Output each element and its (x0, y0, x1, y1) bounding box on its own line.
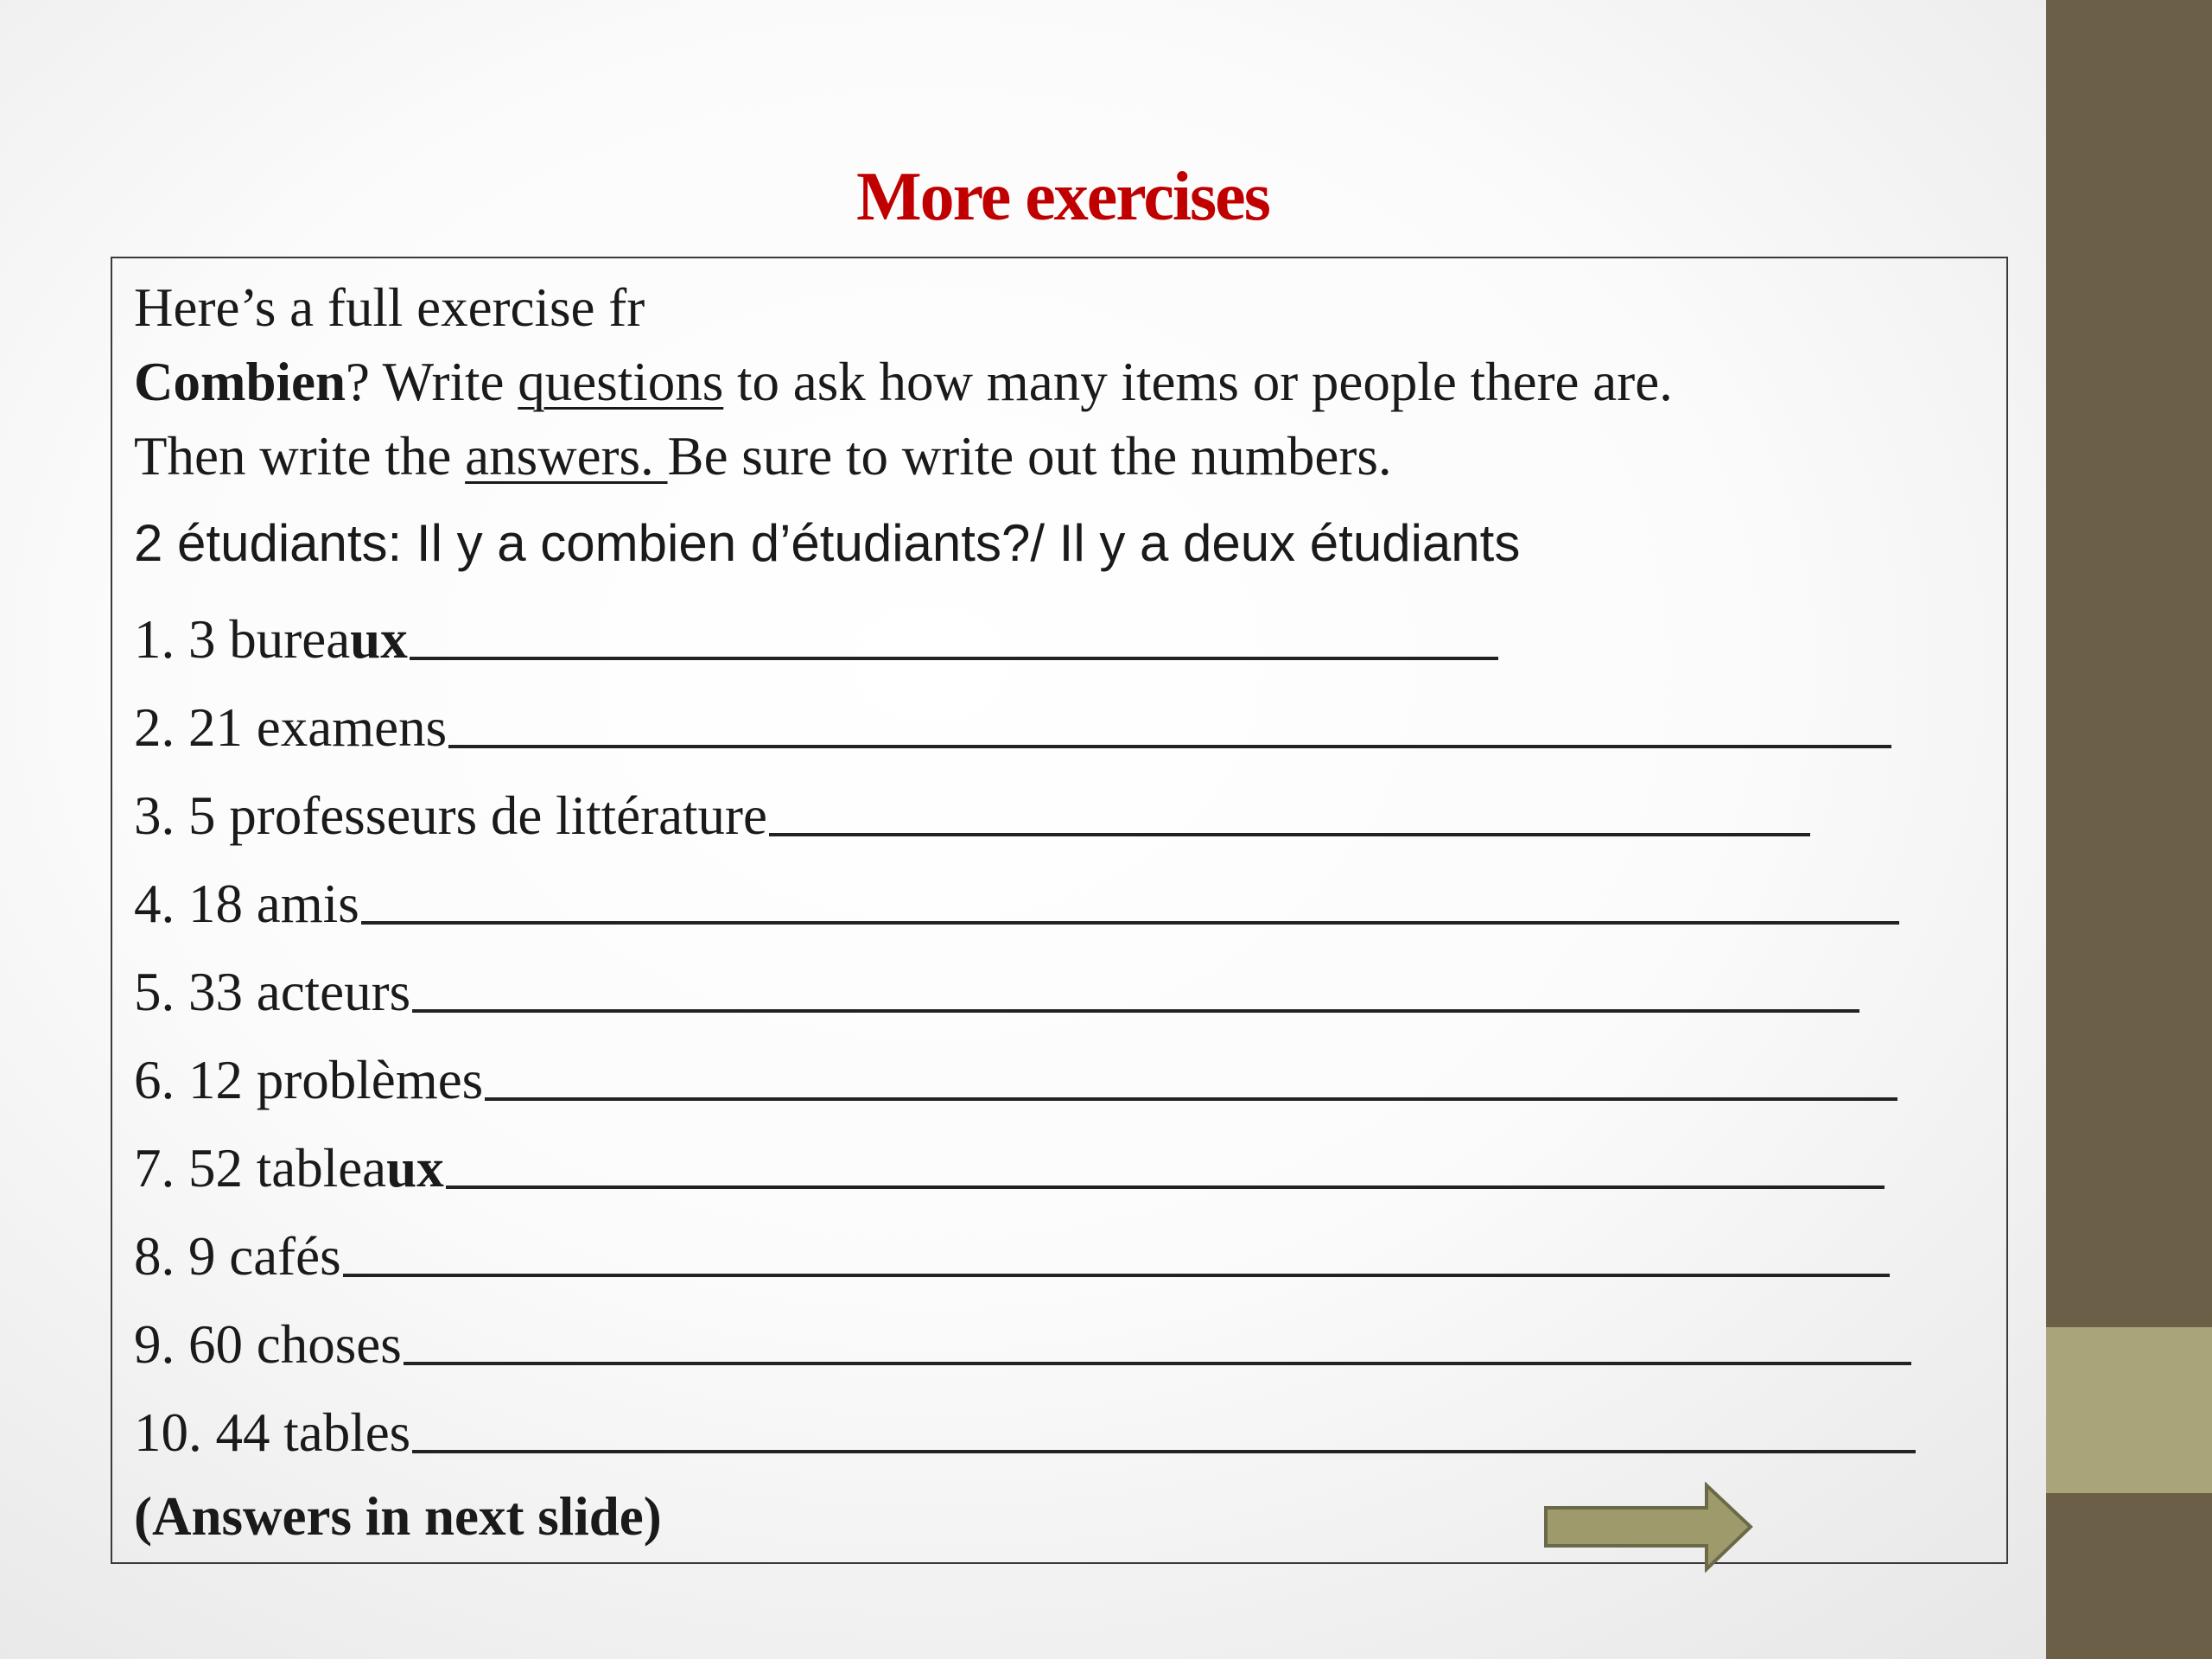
exercise-item-text: 9. 60 choses (134, 1314, 402, 1375)
exercise-item (134, 1037, 1897, 1115)
intro-text-2b: to ask how many items or people there are. (723, 352, 1673, 412)
intro-text-3b: Be sure to write out the numbers. (667, 426, 1392, 486)
exercise-item-label (134, 1222, 341, 1291)
answer-blank-line[interactable] (343, 1274, 1890, 1277)
answer-blank-line[interactable] (412, 1450, 1916, 1453)
answer-blank-line[interactable] (410, 657, 1498, 660)
answer-blank-line[interactable] (448, 745, 1891, 748)
side-decor-accent (2046, 1327, 2212, 1493)
answer-blank-line[interactable] (412, 1009, 1859, 1013)
answer-blank-line[interactable] (485, 1097, 1897, 1101)
exercise-item-label (134, 693, 447, 762)
answer-blank-line[interactable] (404, 1362, 1911, 1365)
exercise-item (134, 861, 1899, 938)
keyword-combien: Combien (134, 352, 346, 412)
exercise-item-text: 6. 12 problèmes (134, 1050, 484, 1110)
exercise-item-label (134, 781, 767, 850)
intro-text-2a: ? Write (346, 352, 518, 412)
exercise-item (134, 1125, 1885, 1203)
exercise-item-label (134, 1046, 483, 1115)
answer-blank-line[interactable] (361, 921, 1899, 925)
exercise-item-text: 10. 44 tables (134, 1402, 411, 1463)
example-text: 2 étudiants: Il y a combien d’étudiants?/ Il y a deux étudiants (134, 514, 1521, 572)
exercise-item-bold-ending: ux (386, 1138, 444, 1198)
exercise-item-label (134, 869, 359, 938)
right-arrow-icon[interactable] (1542, 1482, 1754, 1573)
exercise-item-label (134, 1398, 410, 1467)
intro-line-3 (134, 422, 1392, 491)
underlined-answers: answers. (465, 426, 668, 486)
slide-title: More exercises (856, 159, 1269, 235)
intro-text-1: Here’s a full exercise fr (134, 277, 645, 338)
exercise-item-text: 7. 52 tablea (134, 1138, 387, 1198)
exercise-item-label (134, 1310, 402, 1379)
exercise-item-text: 4. 18 amis (134, 874, 359, 934)
intro-line-2 (134, 347, 1673, 416)
underlined-questions: questions (518, 352, 724, 412)
exercise-item (134, 596, 1498, 674)
exercise-item (134, 1389, 1916, 1467)
intro-line-1 (134, 273, 645, 342)
exercise-item (134, 684, 1891, 762)
exercise-item (134, 1213, 1890, 1291)
exercise-item-text: 3. 5 professeurs de littérature (134, 785, 767, 846)
footer-note (134, 1482, 662, 1551)
exercise-item-label (134, 605, 408, 674)
exercise-item-text: 5. 33 acteurs (134, 962, 411, 1022)
intro-text-3a: Then write the (134, 426, 466, 486)
answer-blank-line[interactable] (769, 833, 1810, 836)
exercise-item-bold-ending: ux (350, 609, 408, 670)
exercise-item-text: 2. 21 examens (134, 697, 448, 758)
exercise-item (134, 1301, 1911, 1379)
exercise-item-label (134, 1134, 444, 1203)
exercise-item-text: 1. 3 burea (134, 609, 351, 670)
example-line (134, 509, 1520, 578)
exercise-item (134, 772, 1810, 850)
exercise-item-label (134, 957, 410, 1027)
exercise-item (134, 949, 1859, 1027)
exercise-item-text: 8. 9 cafés (134, 1226, 341, 1287)
answer-blank-line[interactable] (446, 1185, 1885, 1189)
footer-text: (Answers in next slide) (134, 1486, 662, 1547)
